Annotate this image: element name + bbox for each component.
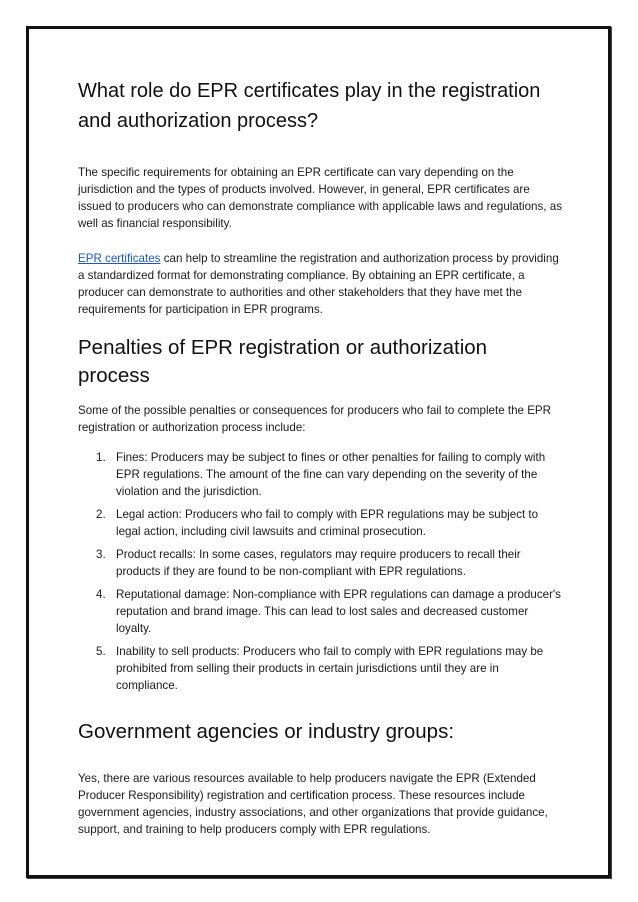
paragraph-resources: Yes, there are various resources available to help producers navigate the EPR (Extended Producer Responsibility) registration and certification process. These resources include government agencies, industry associations, and other organizations that provide guidance, support, and training to help producers comply with EPR regulations.: [78, 772, 548, 836]
list-item: 2. Legal action: Producers who fail to comply with EPR regulations may be subject to legal action, including civil lawsuits and criminal prosecution.: [96, 508, 539, 538]
paragraph-penalties-intro: Some of the possible penalties or consequences for producers who fail to complete the EPR registration or authorization process include:: [78, 404, 552, 434]
list-item: 4. Reputational damage: Non-compliance with EPR regulations can damage a producer's reputation and brand image. This can lead to lost sales and decreased customer loyalty.: [96, 588, 561, 635]
penalties-list: [78, 449, 562, 694]
paragraph-streamline-text: can help to streamline the registration and authorization process by providing a standardized format for demonstrating compliance. By obtaining an EPR certificate, a producer can demonstrate to authorities and other stakeholders that they have met the requirements for participation in EPR programs.: [78, 252, 559, 316]
epr-certificates-link[interactable]: EPR certificates: [78, 252, 161, 265]
heading-epr-role: What role do EPR certificates play in the registration and authorization process?: [78, 80, 541, 132]
heading-government-agencies: Government agencies or industry groups:: [78, 720, 455, 743]
paragraph-requirements: The specific requirements for obtaining an EPR certificate can vary depending on the jurisdiction and the types of products involved. However, in general, EPR certificates are issued to producers who can demonstrate compliance with applicable laws and regulations, as well as financial responsibility.: [78, 166, 562, 230]
paragraph-streamline: [78, 250, 562, 318]
list-item: 3. Product recalls: In some cases, regulators may require producers to recall their products if they are found to be non-compliant with EPR regulations.: [96, 548, 521, 578]
list-item: 5. Inability to sell products: Producers who fail to comply with EPR regulations may be prohibited from selling their products in certain jurisdictions until they are in compliance.: [96, 645, 544, 692]
list-item: 1. Fines: Producers may be subject to fines or other penalties for failing to comply with EPR regulations. The amount of the fine can vary depending on the severity of the violation and the jurisdiction.: [96, 451, 546, 498]
heading-penalties: Penalties of EPR registration or authorization process: [78, 336, 488, 387]
document-content: [78, 76, 562, 838]
